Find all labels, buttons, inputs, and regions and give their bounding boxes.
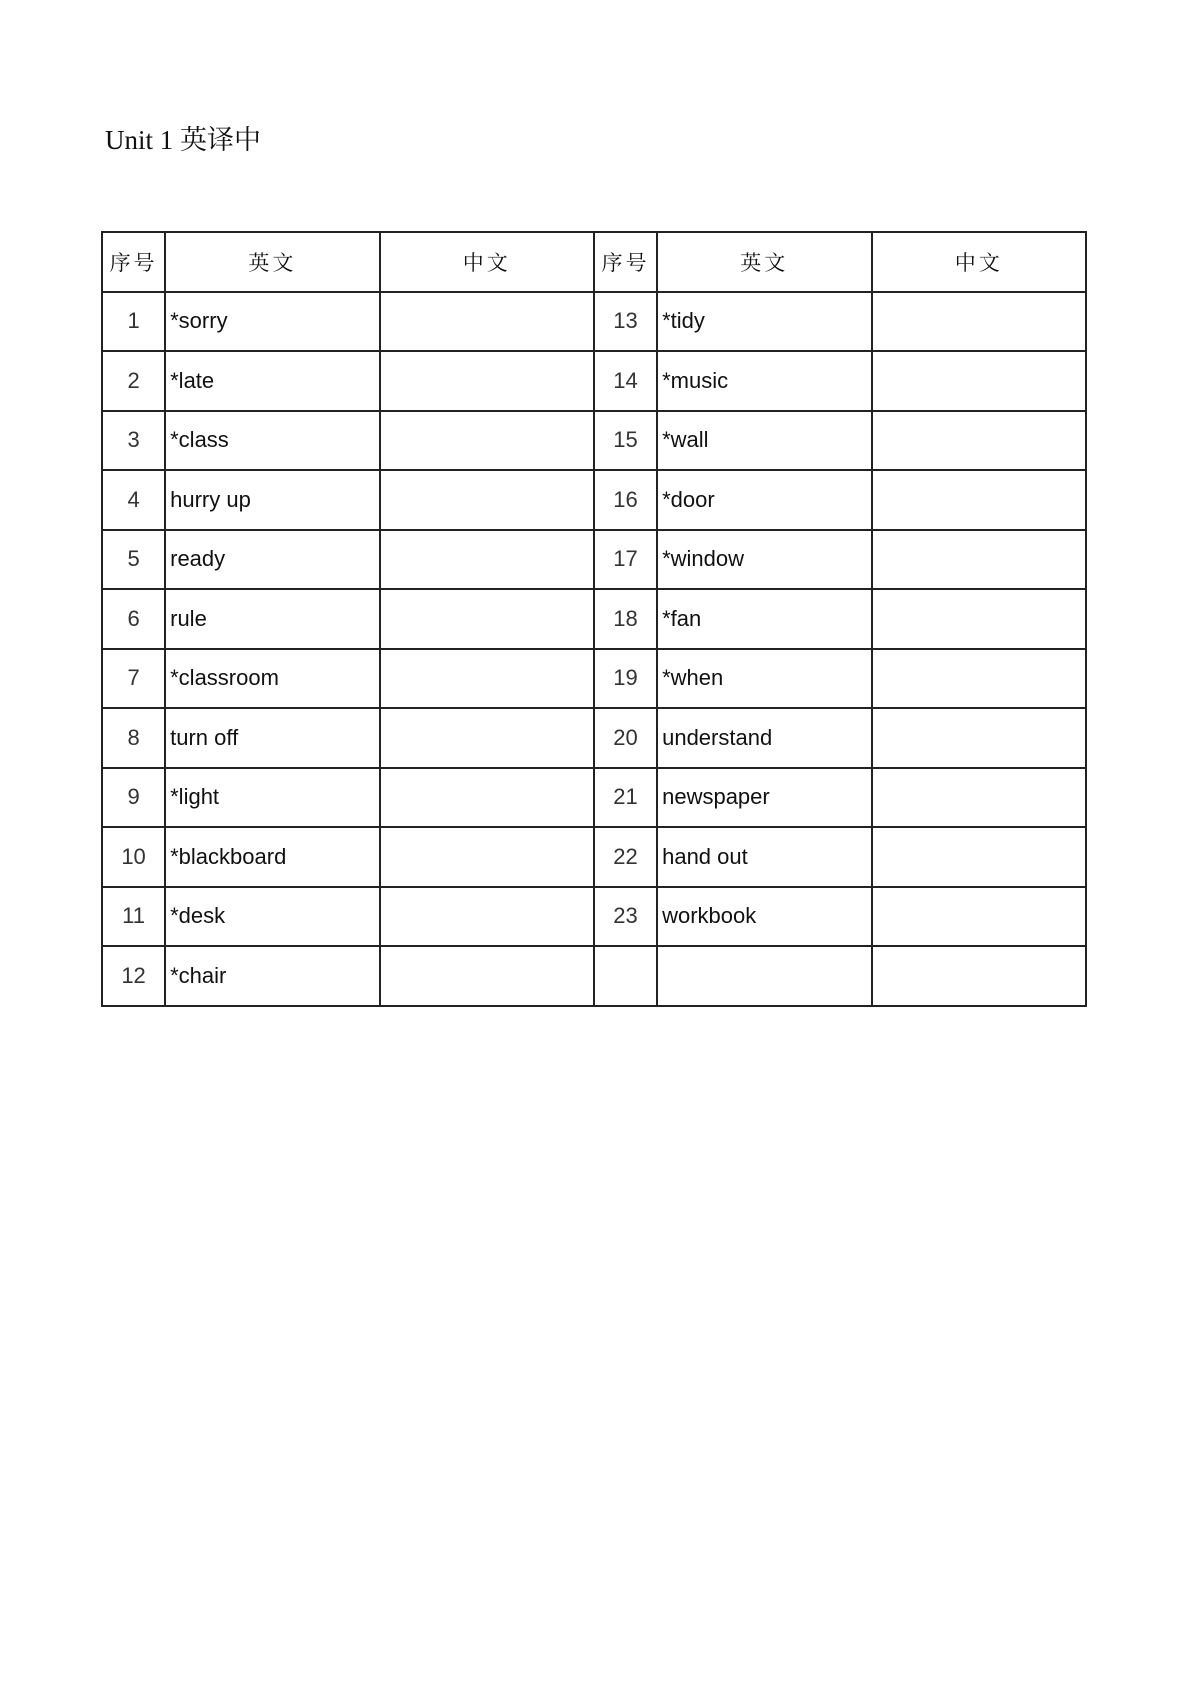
english-word: *wall: [657, 411, 871, 471]
header-number-left: 序号: [102, 232, 165, 292]
english-word: workbook: [657, 887, 871, 947]
row-number: 7: [102, 649, 165, 709]
chinese-answer-cell[interactable]: [380, 768, 594, 828]
table-row: [102, 351, 1086, 411]
chinese-answer-cell[interactable]: [872, 411, 1086, 471]
english-word: *class: [165, 411, 379, 471]
row-number: 2: [102, 351, 165, 411]
english-word: *light: [165, 768, 379, 828]
header-english-left: 英文: [165, 232, 379, 292]
english-word: understand: [657, 708, 871, 768]
english-word: ready: [165, 530, 379, 590]
table-row: [102, 292, 1086, 352]
table-row: [102, 411, 1086, 471]
english-word: rule: [165, 589, 379, 649]
table-row: [102, 470, 1086, 530]
table-row: [102, 589, 1086, 649]
chinese-answer-cell[interactable]: [872, 887, 1086, 947]
english-word: *desk: [165, 887, 379, 947]
english-word: turn off: [165, 708, 379, 768]
english-word: *chair: [165, 946, 379, 1006]
vocabulary-table: [101, 231, 1087, 1007]
chinese-answer-cell[interactable]: [380, 470, 594, 530]
row-number: 13: [594, 292, 657, 352]
english-word: *blackboard: [165, 827, 379, 887]
row-number: [594, 946, 657, 1006]
row-number: 4: [102, 470, 165, 530]
chinese-answer-cell[interactable]: [380, 649, 594, 709]
row-number: 21: [594, 768, 657, 828]
table-row: [102, 768, 1086, 828]
header-chinese-left: 中文: [380, 232, 594, 292]
english-word: *door: [657, 470, 871, 530]
row-number: 17: [594, 530, 657, 590]
chinese-answer-cell[interactable]: [872, 708, 1086, 768]
chinese-answer-cell[interactable]: [380, 887, 594, 947]
table-row: [102, 946, 1086, 1006]
row-number: 11: [102, 887, 165, 947]
table-row: [102, 530, 1086, 590]
row-number: 18: [594, 589, 657, 649]
row-number: 5: [102, 530, 165, 590]
english-word: newspaper: [657, 768, 871, 828]
row-number: 9: [102, 768, 165, 828]
chinese-answer-cell[interactable]: [872, 530, 1086, 590]
page-title: Unit 1 英译中: [105, 125, 262, 155]
row-number: 22: [594, 827, 657, 887]
chinese-answer-cell[interactable]: [380, 589, 594, 649]
header-english-right: 英文: [657, 232, 871, 292]
row-number: 6: [102, 589, 165, 649]
english-word: *sorry: [165, 292, 379, 352]
chinese-answer-cell[interactable]: [380, 827, 594, 887]
table-row: [102, 887, 1086, 947]
chinese-answer-cell[interactable]: [380, 946, 594, 1006]
english-word: *music: [657, 351, 871, 411]
english-word: *classroom: [165, 649, 379, 709]
row-number: 16: [594, 470, 657, 530]
english-word: hurry up: [165, 470, 379, 530]
chinese-answer-cell[interactable]: [380, 411, 594, 471]
row-number: 8: [102, 708, 165, 768]
chinese-answer-cell[interactable]: [872, 946, 1086, 1006]
table-row: [102, 649, 1086, 709]
english-word: hand out: [657, 827, 871, 887]
table-header-row: [102, 232, 1086, 292]
english-word: *fan: [657, 589, 871, 649]
row-number: 1: [102, 292, 165, 352]
english-word: *window: [657, 530, 871, 590]
english-word: *late: [165, 351, 379, 411]
row-number: 12: [102, 946, 165, 1006]
chinese-answer-cell[interactable]: [872, 292, 1086, 352]
row-number: 10: [102, 827, 165, 887]
row-number: 19: [594, 649, 657, 709]
chinese-answer-cell[interactable]: [380, 708, 594, 768]
chinese-answer-cell[interactable]: [872, 649, 1086, 709]
row-number: 23: [594, 887, 657, 947]
english-word: *when: [657, 649, 871, 709]
english-word: *tidy: [657, 292, 871, 352]
table-row: [102, 827, 1086, 887]
table-row: [102, 708, 1086, 768]
chinese-answer-cell[interactable]: [380, 351, 594, 411]
row-number: 20: [594, 708, 657, 768]
chinese-answer-cell[interactable]: [872, 827, 1086, 887]
row-number: 14: [594, 351, 657, 411]
chinese-answer-cell[interactable]: [380, 530, 594, 590]
header-number-right: 序号: [594, 232, 657, 292]
chinese-answer-cell[interactable]: [380, 292, 594, 352]
row-number: 3: [102, 411, 165, 471]
english-word: [657, 946, 871, 1006]
chinese-answer-cell[interactable]: [872, 351, 1086, 411]
row-number: 15: [594, 411, 657, 471]
chinese-answer-cell[interactable]: [872, 768, 1086, 828]
chinese-answer-cell[interactable]: [872, 589, 1086, 649]
chinese-answer-cell[interactable]: [872, 470, 1086, 530]
header-chinese-right: 中文: [872, 232, 1086, 292]
